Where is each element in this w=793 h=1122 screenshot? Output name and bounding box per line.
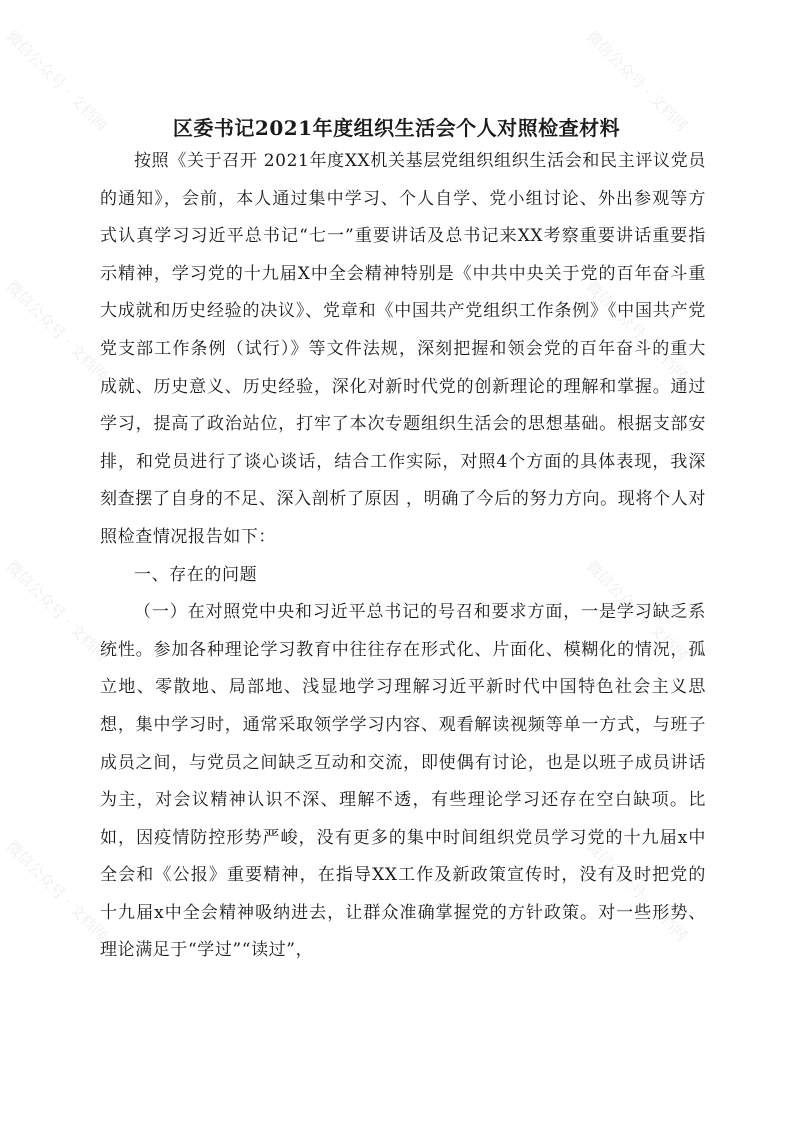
- document-title: 区委书记2021年度组织生活会个人对照检查材料: [172, 116, 621, 141]
- watermark: 微信公众号 · 文档网: [582, 277, 691, 385]
- document-body: [100, 143, 706, 970]
- watermark: 微信公众号 · 文档网: [2, 27, 111, 135]
- section-heading: 一、存在的问题: [134, 564, 258, 585]
- watermark: 微信公众号 · 文档网: [2, 557, 111, 665]
- watermark: 微信公众号 · 文档网: [582, 27, 691, 135]
- watermark: 微信公众号 · 文档网: [582, 557, 691, 665]
- watermark: 微信公众号 · 文档网: [2, 837, 111, 945]
- watermark: 微信公众号 · 文档网: [2, 277, 111, 385]
- watermark: 微信公众号 · 文档网: [582, 837, 691, 945]
- body-paragraph: （一）在对照党中央和习近平总书记的号召和要求方面，一是学习缺乏系统性。参加各种理论学习教育中往往存在形式化、片面化、模糊化的情况，孤立地、零散地、局部地、浅显地学习理解习近平新时代中国特色社会主义思想，集中学习时，通常采取领学学习内容、观看解读视频等单一方式，与班子成员之间，与党员之间缺乏互动和交流，即使偶有讨论，也是以班子成员讲话为主，对会议精神认识不深、理解不透，有些理论学习还存在空白缺项。比如，因疫情防控形势严峻，没有更多的集中时间组织党员学习党的十九届x中全会和《公报》重要精神，在指导XX工作及新政策宣传时，没有及时把党的十九届x中全会精神吸纳进去，让群众准确掌握党的方针政策。对一些形势、理论满足于“学过”“读过”，: [100, 602, 706, 961]
- intro-paragraph: 按照《关于召开 2021年度XX机关基层党组织组织生活会和民主评议党员的通知》，会前，本人通过集中学习、个人自学、党小组讨论、外出参观等方式认真学习习近平总书记“七一”重要讲话及总书记来XX考察重要讲话重要指示精神，学习党的十九届X中全会精神特别是《中共中央关于党的百年奋斗重大成就和历史经验的决议》、党章和《中国共产党组织工作条例》《中国共产党党支部工作条例（试行）》等文件法规，深刻把握和领会党的百年奋斗的重大成就、历史意义、历史经验，深化对新时代党的创新理论的理解和掌握。通过学习，提高了政治站位，打牢了本次专题组织生活会的思想基础。根据支部安排，和党员进行了谈心谈话，结合工作实际，对照4个方面的具体表现，我深刻查摆了自身的不足、深入剖析了原因 ，明确了今后的努力方向。现将个人对照检查情况报告如下：: [100, 151, 706, 547]
